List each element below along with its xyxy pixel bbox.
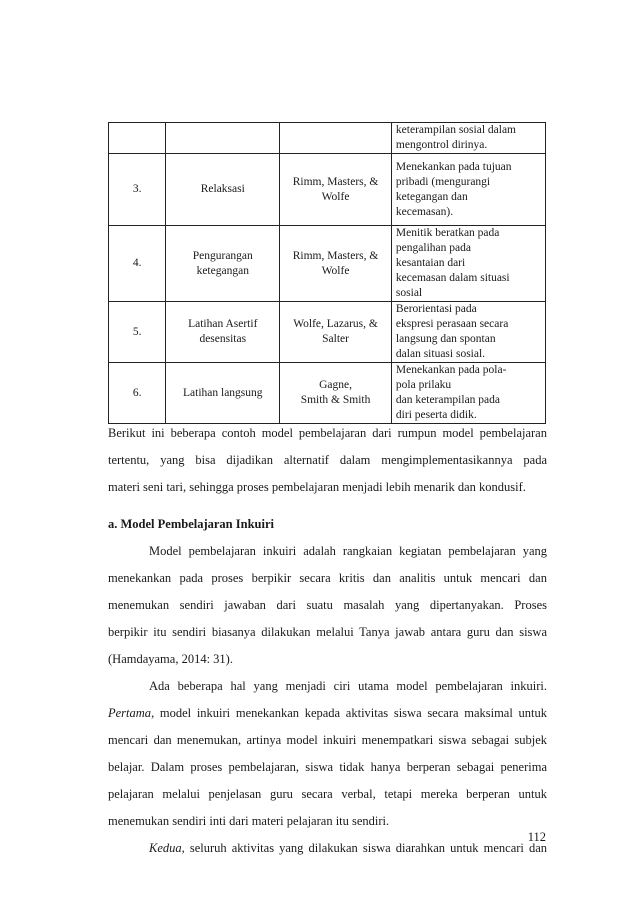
cell-keterangan-line: Berorientasi pada bbox=[395, 303, 477, 315]
cell-keterangan-line: dalan situasi sosial. bbox=[395, 348, 486, 360]
cell-number bbox=[109, 123, 166, 154]
paragraph-definition bbox=[108, 538, 547, 673]
cell-model-line: ketegangan bbox=[196, 264, 249, 277]
paragraph-kedua bbox=[108, 835, 547, 862]
intro-paragraph bbox=[108, 420, 547, 501]
cell-keterangan bbox=[391, 302, 545, 363]
paragraph-line: berpikir itu sendiri biasanya dilakukan melalui Tanya jawab antara guru dan siswa bbox=[108, 625, 547, 639]
cell-number: 4. bbox=[109, 226, 166, 302]
paragraph-line bbox=[108, 835, 547, 862]
cell-keterangan-line: diri peserta didik. bbox=[395, 409, 477, 421]
intro-line: tertentu, yang bisa dijadikan alternatif dalam mengimplementasikannya pada bbox=[108, 453, 547, 467]
table-row bbox=[109, 123, 546, 154]
section-heading bbox=[108, 511, 547, 538]
section-heading-text: a. Model Pembelajaran Inkuiri bbox=[108, 517, 274, 531]
cell-keterangan-line: langsung dan spontan bbox=[395, 333, 496, 345]
cell-number: 5. bbox=[109, 302, 166, 363]
cell-tokoh-line: Wolfe bbox=[321, 190, 350, 203]
cell-keterangan-line: dan keterampilan pada bbox=[395, 394, 501, 406]
cell-tokoh-line: Wolfe bbox=[321, 264, 350, 277]
cell-keterangan-line: keterampilan sosial dalam bbox=[395, 124, 516, 136]
emphasis-kedua: Kedua bbox=[149, 841, 182, 855]
paragraph-line: menekankan pada proses berpikir secara kritis dan analitis untuk mencari dan bbox=[108, 571, 547, 585]
cell-model bbox=[166, 226, 280, 302]
cell-keterangan-line: Menekankan pada pola- bbox=[395, 364, 507, 376]
cell-model bbox=[166, 123, 280, 154]
cell-keterangan bbox=[391, 226, 545, 302]
cell-keterangan-line: sosial bbox=[395, 287, 423, 299]
cell-tokoh bbox=[280, 154, 392, 226]
paragraph-characteristics bbox=[108, 673, 547, 835]
cell-keterangan bbox=[391, 123, 545, 154]
cell-keterangan-line: Menekankan pada tujuan bbox=[395, 160, 512, 173]
paragraph-line: belajar. Dalam proses pembelajaran, siswa tidak hanya berperan sebagai penerima bbox=[108, 760, 547, 774]
cell-tokoh-line: Gagne, bbox=[319, 379, 352, 391]
cell-model-line: Latihan langsung bbox=[183, 386, 263, 399]
cell-keterangan-line: kesantaian dari bbox=[395, 257, 466, 269]
cell-tokoh-line: Rimm, Masters, & bbox=[292, 175, 379, 188]
cell-tokoh bbox=[280, 226, 392, 302]
page-number: 112 bbox=[527, 830, 546, 844]
table-row bbox=[109, 363, 546, 424]
cell-tokoh-line: Rimm, Masters, & bbox=[292, 249, 379, 262]
cell-keterangan-line: ketegangan dan bbox=[395, 190, 468, 203]
table-row bbox=[109, 302, 546, 363]
cell-keterangan-line: Menitik beratkan pada bbox=[395, 227, 500, 239]
paragraph-line bbox=[108, 700, 547, 727]
cell-keterangan-line: kecemasan). bbox=[395, 205, 454, 218]
cell-number: 6. bbox=[109, 363, 166, 424]
cell-keterangan-line: pribadi (mengurangi bbox=[395, 175, 491, 188]
cell-keterangan-line: ekspresi perasaan secara bbox=[395, 318, 509, 330]
cell-keterangan bbox=[391, 154, 545, 226]
paragraph-line: pelajaran melalui penjelasan guru secara verbal, tetapi mereka berperan untuk bbox=[108, 787, 547, 801]
paragraph-line: Ada beberapa hal yang menjadi ciri utama model pembelajaran inkuiri. bbox=[149, 679, 547, 693]
cell-tokoh-line: Smith & Smith bbox=[300, 394, 371, 406]
intro-line: materi seni tari, sehingga proses pembelajaran menjadi lebih menarik dan kondusif. bbox=[108, 480, 526, 494]
emphasis-pertama: Pertama bbox=[108, 706, 152, 720]
paragraph-line: (Hamdayama, 2014: 31). bbox=[108, 652, 233, 666]
cell-tokoh-line: Salter bbox=[322, 333, 349, 345]
table-row bbox=[109, 154, 546, 226]
cell-model-line: desensitas bbox=[199, 333, 247, 345]
cell-model bbox=[166, 154, 280, 226]
cell-model-line: Pengurangan bbox=[192, 249, 253, 262]
paragraph-line: menemukan sendiri jawaban dari suatu masalah yang dipertanyakan. Proses bbox=[108, 598, 547, 612]
cell-keterangan-line: mengontrol dirinya. bbox=[395, 139, 488, 151]
cell-number: 3. bbox=[109, 154, 166, 226]
cell-keterangan-line: pengalihan pada bbox=[395, 242, 471, 254]
cell-tokoh bbox=[280, 302, 392, 363]
paragraph-line-rest: , seluruh aktivitas yang dilakukan siswa diarahkan untuk mencari dan bbox=[181, 841, 547, 855]
paragraph-line: menemukan sendiri inti dari materi pelajaran itu sendiri. bbox=[108, 814, 390, 828]
model-rumpun-table bbox=[108, 122, 546, 424]
cell-tokoh bbox=[280, 363, 392, 424]
cell-keterangan-line: kecemasan dalam situasi bbox=[395, 272, 510, 284]
cell-keterangan-line: pola prilaku bbox=[395, 379, 452, 391]
cell-tokoh-line: Wolfe, Lazarus, & bbox=[293, 318, 378, 330]
paragraph-line-rest: , model inkuiri menekankan kepada aktivitas siswa secara maksimal untuk bbox=[151, 706, 547, 720]
cell-model bbox=[166, 302, 280, 363]
paragraph-line: Model pembelajaran inkuiri adalah rangkaian kegiatan pembelajaran yang bbox=[149, 544, 547, 558]
cell-tokoh bbox=[280, 123, 392, 154]
paragraph-line: mencari dan menemukan, artinya model inkuiri menempatkari siswa sebagai subjek bbox=[108, 733, 547, 747]
intro-line: Berikut ini beberapa contoh model pembelajaran dari rumpun model pembelajaran bbox=[108, 426, 547, 440]
cell-keterangan bbox=[391, 363, 545, 424]
cell-model-line: Relaksasi bbox=[200, 183, 245, 195]
cell-model-line: Latihan Asertif bbox=[188, 318, 258, 330]
cell-model bbox=[166, 363, 280, 424]
table-row bbox=[109, 226, 546, 302]
